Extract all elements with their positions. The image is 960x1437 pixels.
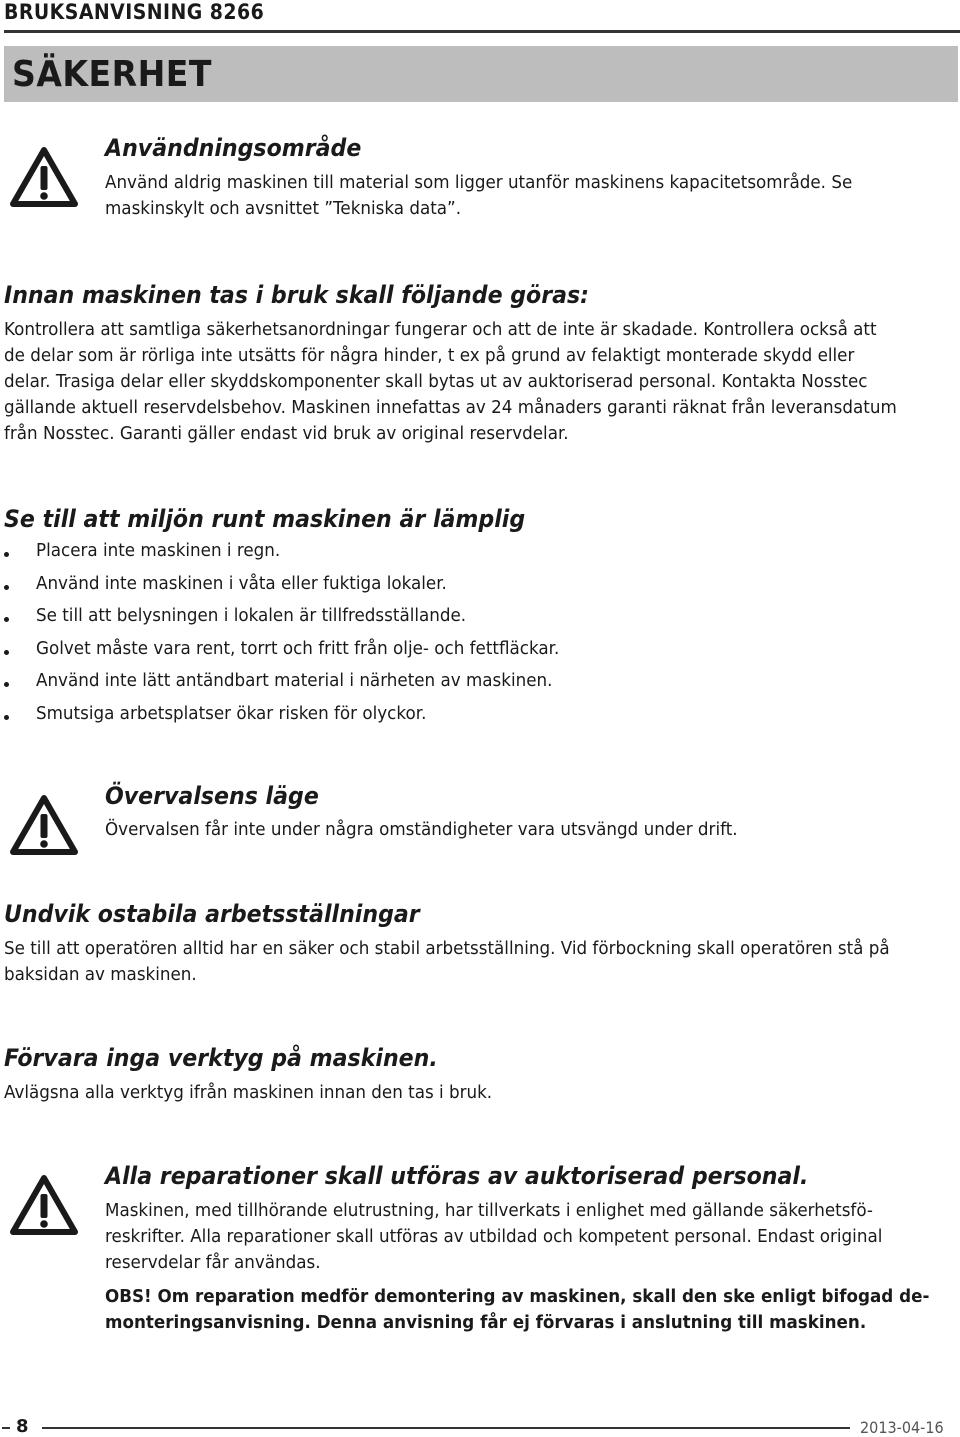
paragraph-before-use (4, 317, 960, 447)
list-item: Se till att belysningen i lokalen är tillfredsställande. (4, 605, 904, 638)
text-line: Maskinen, med tillhörande elutrustning, har tillverkats i enlighet med gällande säkerhetsfö- (105, 1200, 873, 1221)
heading-repairs: Alla reparationer skall utföras av auktoriserad personal. (105, 1162, 809, 1190)
warning-triangle-icon (10, 794, 78, 856)
environment-bullet-list (4, 540, 904, 735)
paragraph-repairs (105, 1198, 941, 1276)
heading-upper-roller: Övervalsens läge (105, 782, 319, 810)
text-line: Avlägsna alla verktyg ifrån maskinen innan den tas i bruk. (4, 1082, 493, 1103)
text-line: Övervalsen får inte under några omständigheter vara utsvängd under drift. (105, 819, 738, 840)
text-line: från Nosstec. Garanti gäller endast vid bruk av original reservdelar. (4, 423, 569, 444)
bullet-icon (4, 552, 9, 557)
paragraph-upper-roller (105, 817, 785, 843)
heading-no-tools: Förvara inga verktyg på maskinen. (4, 1044, 438, 1072)
footer-rule-left (2, 1427, 10, 1429)
document-title: BRUKSANVISNING 8266 (4, 0, 265, 24)
warning-triangle-icon (10, 146, 78, 208)
heading-usage-area: Användningsområde (105, 134, 362, 162)
heading-before-use: Innan maskinen tas i bruk skall följande göras: (4, 281, 589, 309)
text-line: maskinskylt och avsnittet ”Tekniska data”. (105, 198, 462, 219)
paragraph-unstable-positions (4, 936, 956, 988)
bullet-icon (4, 682, 9, 687)
section-title: SÄKERHET (12, 54, 212, 95)
heading-unstable-positions: Undvik ostabila arbetsställningar (4, 900, 420, 928)
page-footer (0, 1415, 960, 1437)
text-line: Kontrollera att samtliga säkerhetsanordningar fungerar och att de inte är skadade. Kontrollera också att (4, 319, 877, 340)
repair-note (105, 1284, 960, 1336)
list-item: Använd inte maskinen i våta eller fuktiga lokaler. (4, 573, 904, 606)
section-bar (4, 46, 958, 102)
text-line: OBS! Om reparation medför demontering av maskinen, skall den ske enligt bifogad de- (105, 1286, 930, 1307)
bullet-icon (4, 715, 9, 720)
text-line: gällande aktuell reservdelsbehov. Maskinen innefattas av 24 månaders garanti räknat från leveransdatum (4, 397, 897, 418)
bullet-icon (4, 650, 9, 655)
page-number: 8 (16, 1416, 29, 1437)
text-line: delar. Trasiga delar eller skyddskomponenter skall bytas ut av auktoriserad personal. Kontakta Nosstec (4, 371, 868, 392)
header-rule (4, 30, 960, 33)
footer-date: 2013-04-16 (860, 1418, 944, 1437)
list-item: Använd inte lätt antändbart material i närheten av maskinen. (4, 670, 904, 703)
bullet-icon (4, 585, 9, 590)
paragraph-usage-area (105, 170, 909, 222)
list-item: Smutsiga arbetsplatser ökar risken för olyckor. (4, 703, 904, 736)
document-header (4, 0, 956, 36)
paragraph-no-tools (4, 1080, 529, 1106)
list-item: Golvet måste vara rent, torrt och fritt från olje- och fettfläckar. (4, 638, 904, 671)
warning-triangle-icon (10, 1174, 78, 1236)
text-line: reskrifter. Alla reparationer skall utföras av utbildad och kompetent personal. Endast original (105, 1226, 883, 1247)
text-line: Använd aldrig maskinen till material som ligger utanför maskinens kapacitetsområde. Se (105, 172, 853, 193)
text-line: Se till att operatören alltid har en säker och stabil arbetsställning. Vid förbockning skall operatören stå på (4, 938, 890, 959)
footer-rule-right (42, 1427, 850, 1429)
bullet-icon (4, 617, 9, 622)
text-line: monteringsanvisning. Denna anvisning får ej förvaras i anslutning till maskinen. (105, 1312, 867, 1333)
text-line: reservdelar får användas. (105, 1252, 321, 1273)
list-item: Placera inte maskinen i regn. (4, 540, 904, 573)
text-line: baksidan av maskinen. (4, 964, 197, 985)
heading-environment: Se till att miljön runt maskinen är lämplig (4, 505, 526, 533)
text-line: de delar som är rörliga inte utsätts för några hinder, t ex på grund av felaktigt monterade skydd eller (4, 345, 855, 366)
